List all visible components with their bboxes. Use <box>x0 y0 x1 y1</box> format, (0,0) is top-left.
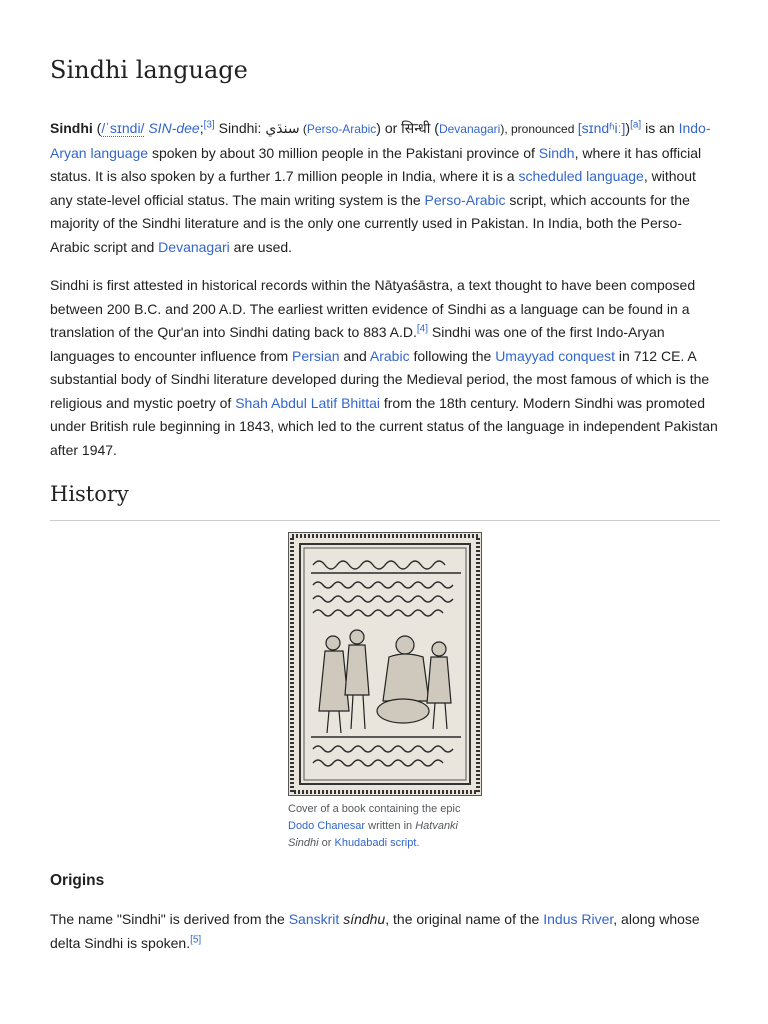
text-run: . <box>416 837 420 849</box>
text-run: Sindhi: <box>214 120 266 136</box>
indus-river-link[interactable]: Indus River <box>543 911 614 927</box>
arabic-script-name: سنڌي <box>265 120 300 136</box>
text-run: and <box>339 347 370 364</box>
respelling-link[interactable]: SIN-dee <box>148 120 200 136</box>
intro-term: Sindhi <box>50 120 93 136</box>
text-run: ( <box>92 120 102 136</box>
text-run: Sindhi was one of the first Indo-Aryan languages to encounter influence from <box>50 324 665 364</box>
umayyad-conquest-link[interactable]: Umayyad conquest <box>495 347 616 364</box>
text-run: ), pronounced <box>500 122 578 136</box>
figure-caption <box>288 801 468 852</box>
history-heading: History <box>50 478 720 521</box>
text-run: from the 18th century. Modern Sindhi was promoted under British rule beginning in 1843, which led to the current status of the language in independent Pakistan after 1947. <box>50 394 718 458</box>
text-run: in 712 CE. A substantial body of Sindhi literature developed during the Medieval period, the most famous of which is the religious and mystic poetry of <box>50 347 710 411</box>
perso-arabic-small-link[interactable]: Perso-Arabic <box>306 122 377 136</box>
sindh-link[interactable]: Sindh <box>538 144 575 161</box>
sindhu-term: síndhu <box>343 911 386 927</box>
perso-arabic-link[interactable]: Perso-Arabic <box>424 191 506 208</box>
text-run: Cover of a book containing the epic <box>288 803 461 815</box>
devanagari-link[interactable]: Devanagari <box>158 238 230 255</box>
text-run: or <box>318 837 335 849</box>
shah-abdul-latif-link[interactable]: Shah Abdul Latif Bhittai <box>235 394 380 411</box>
arabic-link[interactable]: Arabic <box>369 347 410 364</box>
indo-aryan-link[interactable]: Indo-Aryan language <box>50 120 711 161</box>
devanagari-script-name: सिन्धी <box>401 120 431 136</box>
text-run: , without any state-level official status. The main writing system is the <box>50 168 696 208</box>
persian-link[interactable]: Persian <box>292 347 340 364</box>
text-run: spoken by about 30 million people in the Pakistani province of <box>148 144 539 161</box>
origins-heading: Origins <box>50 872 105 889</box>
text-run: , the original name of the <box>385 911 544 927</box>
text-run: script, which accounts for the majority of the Sindhi literature and is the only one currently used in Pakistan. In India, both the Perso-Arabic script and <box>50 191 690 255</box>
scheduled-language-link[interactable]: scheduled language <box>518 168 644 184</box>
text-run: , along whose delta Sindhi is spoken. <box>50 911 700 951</box>
book-cover-illustration <box>289 533 481 795</box>
book-cover-figure <box>288 532 482 852</box>
text-run: are used. <box>229 238 293 255</box>
dodo-chanesar-link[interactable]: Dodo Chanesar <box>288 820 366 832</box>
ref-a-link[interactable]: [a] <box>630 119 642 131</box>
text-run: ) or <box>376 120 402 136</box>
text-run: ( <box>299 122 307 136</box>
text-run: The name "Sindhi" is derived from the <box>50 911 289 927</box>
khudabadi-script-link[interactable]: Khudabadi script <box>334 837 417 849</box>
sanskrit-link[interactable]: Sanskrit <box>288 911 340 927</box>
intro-paragraph: Sindhi (/ˈsɪndi/ SIN-dee;[3] Sindhi: سنڌي (Perso-Arabic) or सिन्धी (Devanagari), pronounced [sɪndʱiː])[a] is an Indo-Aryan language spoken by about 30 million people in the Pakistani province of Sindh, where it has official status. It is also spoken by a further 1.7 million people in India, where it is a scheduled language, without any state-level official status. The main writing system is the Perso-Arabic script, which accounts for the majority of the Sindhi literature and is the only one currently used in Pakistan. In India, both the Perso-Arabic script and Devanagari are used. <box>50 119 711 255</box>
text-run: Sindhi is first attested in historical records within the Nātyaśāstra, a text thought to have been composed between 200 B.C. and 200 A.D. The earliest written evidence of Sindhi as a language can be found in a translation of the Qur'an into Sindhi dating back to 883 A.D. <box>50 277 696 340</box>
ref-3-link[interactable]: [3] <box>203 119 215 131</box>
hatvanki-sindhi-text: Hatvanki Sindhi <box>288 820 458 849</box>
devanagari-small-link[interactable]: Devanagari <box>438 122 501 136</box>
text-run: written in <box>365 820 416 832</box>
text-run: is an <box>641 120 679 136</box>
ipa-bracket-link[interactable]: [sɪndʱiː] <box>577 120 626 136</box>
ref-5-link[interactable]: [5] <box>190 933 202 945</box>
ipa-pronunciation-link[interactable]: /ˈsɪndi/ <box>101 120 145 136</box>
book-cover-image[interactable] <box>288 532 482 796</box>
history-summary-paragraph <box>50 274 720 462</box>
page-title: Sindhi language <box>50 56 248 84</box>
origins-paragraph <box>50 908 720 955</box>
text-run: ) <box>625 120 631 136</box>
text-run: following the <box>409 347 496 364</box>
ref-4-link[interactable]: [4] <box>416 323 429 335</box>
text-run: , where it has official status. It is also spoken by a further 1.7 million people in India, where it is a <box>50 144 702 184</box>
